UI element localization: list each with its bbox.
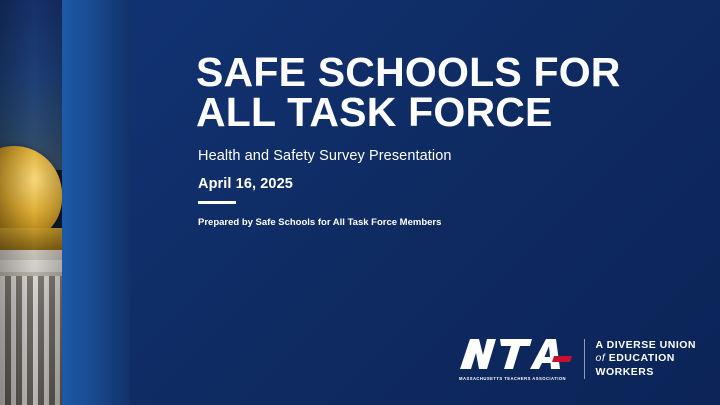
tagline-education: EDUCATION [608,352,675,365]
slide-subtitle: Health and Safety Survey Presentation [198,148,452,165]
prepared-by-text: Prepared by Safe Schools for All Task Force Members [198,217,442,229]
divider-rule [198,201,236,204]
page-title: SAFE SCHOOLS FOR ALL TASK FORCE [196,49,621,136]
slide-date: April 16, 2025 [198,176,293,193]
mta-tagline [596,339,696,379]
mta-logo-subtext: MASSACHUSETTS TEACHERS ASSOCIATION [459,376,567,381]
mta-letters-icon [454,337,572,373]
mta-logomark [454,337,584,381]
mta-logo-lockup [454,335,696,383]
title-block [196,49,666,231]
tagline-of: of [595,352,606,365]
photo-shading-overlay [0,0,62,405]
logo-divider [584,339,585,379]
tagline-line-2 [596,352,696,365]
tagline-line-1: A DIVERSE UNION [595,338,696,351]
tagline-line-3: WORKERS [595,365,654,378]
gradient-band [62,0,130,405]
state-house-photo [0,0,62,405]
